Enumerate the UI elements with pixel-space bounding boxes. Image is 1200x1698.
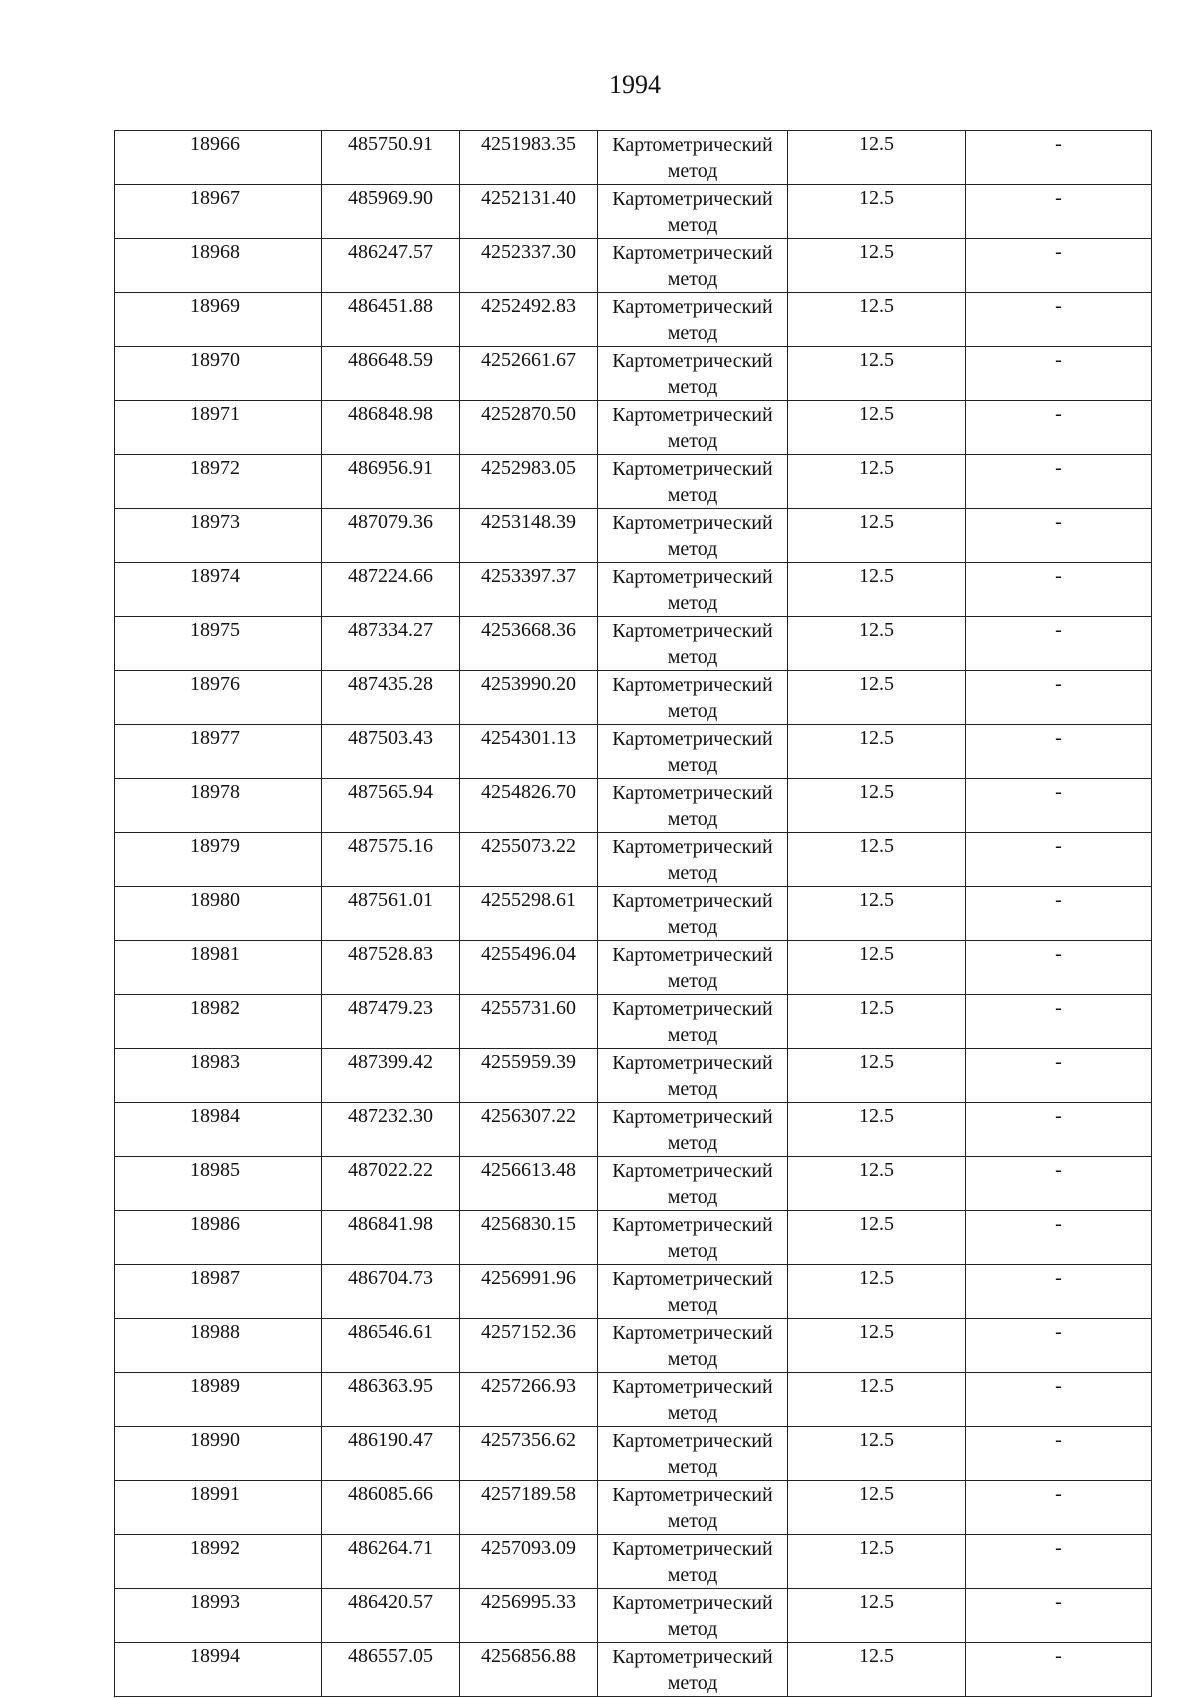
point-number-cell: 18966 <box>115 131 322 185</box>
y-coordinate-cell: 4255496.04 <box>460 941 598 995</box>
point-number-cell: 18989 <box>115 1373 322 1427</box>
method-cell: Картометрический метод <box>598 1589 788 1643</box>
x-coordinate-cell: 486363.95 <box>322 1373 460 1427</box>
accuracy-cell: 12.5 <box>788 293 966 347</box>
x-coordinate-cell: 486264.71 <box>322 1535 460 1589</box>
accuracy-cell: 12.5 <box>788 887 966 941</box>
x-coordinate-cell: 486648.59 <box>322 347 460 401</box>
point-number-cell: 18988 <box>115 1319 322 1373</box>
description-cell: - <box>966 995 1152 1049</box>
point-number-cell: 18969 <box>115 293 322 347</box>
table-row <box>115 131 1152 185</box>
description-cell: - <box>966 293 1152 347</box>
table-row <box>115 887 1152 941</box>
table-row <box>115 671 1152 725</box>
table-row <box>115 833 1152 887</box>
y-coordinate-cell: 4255298.61 <box>460 887 598 941</box>
x-coordinate-cell: 486085.66 <box>322 1481 460 1535</box>
y-coordinate-cell: 4253990.20 <box>460 671 598 725</box>
y-coordinate-cell: 4256995.33 <box>460 1589 598 1643</box>
method-cell: Картометрический метод <box>598 617 788 671</box>
description-cell: - <box>966 1103 1152 1157</box>
method-cell: Картометрический метод <box>598 941 788 995</box>
point-number-cell: 18982 <box>115 995 322 1049</box>
description-cell: - <box>966 1157 1152 1211</box>
x-coordinate-cell: 487561.01 <box>322 887 460 941</box>
table-row <box>115 563 1152 617</box>
x-coordinate-cell: 486704.73 <box>322 1265 460 1319</box>
x-coordinate-cell: 487334.27 <box>322 617 460 671</box>
x-coordinate-cell: 487224.66 <box>322 563 460 617</box>
method-cell: Картометрический метод <box>598 1319 788 1373</box>
table-row <box>115 1157 1152 1211</box>
table-row <box>115 941 1152 995</box>
method-cell: Картометрический метод <box>598 1427 788 1481</box>
table-row <box>115 347 1152 401</box>
method-cell: Картометрический метод <box>598 725 788 779</box>
accuracy-cell: 12.5 <box>788 1103 966 1157</box>
x-coordinate-cell: 487079.36 <box>322 509 460 563</box>
point-number-cell: 18977 <box>115 725 322 779</box>
accuracy-cell: 12.5 <box>788 455 966 509</box>
method-cell: Картометрический метод <box>598 401 788 455</box>
x-coordinate-cell: 486848.98 <box>322 401 460 455</box>
accuracy-cell: 12.5 <box>788 941 966 995</box>
accuracy-cell: 12.5 <box>788 1643 966 1697</box>
x-coordinate-cell: 487232.30 <box>322 1103 460 1157</box>
point-number-cell: 18974 <box>115 563 322 617</box>
description-cell: - <box>966 1211 1152 1265</box>
y-coordinate-cell: 4255073.22 <box>460 833 598 887</box>
y-coordinate-cell: 4257189.58 <box>460 1481 598 1535</box>
x-coordinate-cell: 485969.90 <box>322 185 460 239</box>
accuracy-cell: 12.5 <box>788 671 966 725</box>
point-number-cell: 18975 <box>115 617 322 671</box>
table-row <box>115 1211 1152 1265</box>
accuracy-cell: 12.5 <box>788 1427 966 1481</box>
accuracy-cell: 12.5 <box>788 1211 966 1265</box>
table-row <box>115 1103 1152 1157</box>
y-coordinate-cell: 4253668.36 <box>460 617 598 671</box>
description-cell: - <box>966 509 1152 563</box>
method-cell: Картометрический метод <box>598 779 788 833</box>
accuracy-cell: 12.5 <box>788 617 966 671</box>
coordinates-table <box>114 130 1152 1697</box>
description-cell: - <box>966 671 1152 725</box>
x-coordinate-cell: 486190.47 <box>322 1427 460 1481</box>
table-row <box>115 779 1152 833</box>
point-number-cell: 18993 <box>115 1589 322 1643</box>
description-cell: - <box>966 1427 1152 1481</box>
accuracy-cell: 12.5 <box>788 185 966 239</box>
table-row <box>115 239 1152 293</box>
table-row <box>115 455 1152 509</box>
table-row <box>115 1589 1152 1643</box>
x-coordinate-cell: 487528.83 <box>322 941 460 995</box>
table-body <box>115 131 1152 1697</box>
x-coordinate-cell: 486451.88 <box>322 293 460 347</box>
y-coordinate-cell: 4256991.96 <box>460 1265 598 1319</box>
description-cell: - <box>966 1643 1152 1697</box>
y-coordinate-cell: 4257093.09 <box>460 1535 598 1589</box>
point-number-cell: 18986 <box>115 1211 322 1265</box>
y-coordinate-cell: 4256856.88 <box>460 1643 598 1697</box>
table-row <box>115 1481 1152 1535</box>
description-cell: - <box>966 887 1152 941</box>
description-cell: - <box>966 1265 1152 1319</box>
method-cell: Картометрический метод <box>598 131 788 185</box>
y-coordinate-cell: 4251983.35 <box>460 131 598 185</box>
y-coordinate-cell: 4252492.83 <box>460 293 598 347</box>
description-cell: - <box>966 1319 1152 1373</box>
method-cell: Картометрический метод <box>598 347 788 401</box>
accuracy-cell: 12.5 <box>788 1049 966 1103</box>
table-row <box>115 1265 1152 1319</box>
accuracy-cell: 12.5 <box>788 995 966 1049</box>
point-number-cell: 18980 <box>115 887 322 941</box>
point-number-cell: 18983 <box>115 1049 322 1103</box>
table-row <box>115 1427 1152 1481</box>
point-number-cell: 18987 <box>115 1265 322 1319</box>
description-cell: - <box>966 1373 1152 1427</box>
y-coordinate-cell: 4255731.60 <box>460 995 598 1049</box>
y-coordinate-cell: 4252337.30 <box>460 239 598 293</box>
table-row <box>115 401 1152 455</box>
accuracy-cell: 12.5 <box>788 509 966 563</box>
method-cell: Картометрический метод <box>598 293 788 347</box>
point-number-cell: 18992 <box>115 1535 322 1589</box>
description-cell: - <box>966 455 1152 509</box>
table-row <box>115 293 1152 347</box>
point-number-cell: 18990 <box>115 1427 322 1481</box>
accuracy-cell: 12.5 <box>788 1373 966 1427</box>
y-coordinate-cell: 4257152.36 <box>460 1319 598 1373</box>
table-row <box>115 725 1152 779</box>
method-cell: Картометрический метод <box>598 1535 788 1589</box>
accuracy-cell: 12.5 <box>788 563 966 617</box>
method-cell: Картометрический метод <box>598 1643 788 1697</box>
table-row <box>115 185 1152 239</box>
y-coordinate-cell: 4253148.39 <box>460 509 598 563</box>
table-row <box>115 1373 1152 1427</box>
method-cell: Картометрический метод <box>598 1211 788 1265</box>
y-coordinate-cell: 4252870.50 <box>460 401 598 455</box>
method-cell: Картометрический метод <box>598 563 788 617</box>
accuracy-cell: 12.5 <box>788 1157 966 1211</box>
method-cell: Картометрический метод <box>598 671 788 725</box>
accuracy-cell: 12.5 <box>788 1535 966 1589</box>
description-cell: - <box>966 941 1152 995</box>
point-number-cell: 18971 <box>115 401 322 455</box>
method-cell: Картометрический метод <box>598 1265 788 1319</box>
description-cell: - <box>966 239 1152 293</box>
point-number-cell: 18991 <box>115 1481 322 1535</box>
table-row <box>115 995 1152 1049</box>
x-coordinate-cell: 486956.91 <box>322 455 460 509</box>
method-cell: Картометрический метод <box>598 1157 788 1211</box>
method-cell: Картометрический метод <box>598 995 788 1049</box>
x-coordinate-cell: 486546.61 <box>322 1319 460 1373</box>
y-coordinate-cell: 4252983.05 <box>460 455 598 509</box>
point-number-cell: 18978 <box>115 779 322 833</box>
description-cell: - <box>966 617 1152 671</box>
description-cell: - <box>966 401 1152 455</box>
y-coordinate-cell: 4257266.93 <box>460 1373 598 1427</box>
y-coordinate-cell: 4256830.15 <box>460 1211 598 1265</box>
y-coordinate-cell: 4252131.40 <box>460 185 598 239</box>
x-coordinate-cell: 487435.28 <box>322 671 460 725</box>
method-cell: Картометрический метод <box>598 887 788 941</box>
method-cell: Картометрический метод <box>598 239 788 293</box>
y-coordinate-cell: 4254826.70 <box>460 779 598 833</box>
table-row <box>115 1049 1152 1103</box>
method-cell: Картометрический метод <box>598 1481 788 1535</box>
description-cell: - <box>966 563 1152 617</box>
method-cell: Картометрический метод <box>598 455 788 509</box>
y-coordinate-cell: 4257356.62 <box>460 1427 598 1481</box>
x-coordinate-cell: 486557.05 <box>322 1643 460 1697</box>
y-coordinate-cell: 4254301.13 <box>460 725 598 779</box>
point-number-cell: 18979 <box>115 833 322 887</box>
point-number-cell: 18972 <box>115 455 322 509</box>
table-row <box>115 1643 1152 1697</box>
accuracy-cell: 12.5 <box>788 131 966 185</box>
description-cell: - <box>966 779 1152 833</box>
accuracy-cell: 12.5 <box>788 401 966 455</box>
accuracy-cell: 12.5 <box>788 1265 966 1319</box>
method-cell: Картометрический метод <box>598 833 788 887</box>
point-number-cell: 18981 <box>115 941 322 995</box>
accuracy-cell: 12.5 <box>788 239 966 293</box>
accuracy-cell: 12.5 <box>788 1319 966 1373</box>
page-number: 1994 <box>609 70 661 99</box>
table-row <box>115 617 1152 671</box>
table-row <box>115 509 1152 563</box>
point-number-cell: 18970 <box>115 347 322 401</box>
description-cell: - <box>966 1589 1152 1643</box>
accuracy-cell: 12.5 <box>788 1589 966 1643</box>
x-coordinate-cell: 487399.42 <box>322 1049 460 1103</box>
description-cell: - <box>966 185 1152 239</box>
method-cell: Картометрический метод <box>598 1049 788 1103</box>
description-cell: - <box>966 131 1152 185</box>
x-coordinate-cell: 485750.91 <box>322 131 460 185</box>
accuracy-cell: 12.5 <box>788 833 966 887</box>
y-coordinate-cell: 4256307.22 <box>460 1103 598 1157</box>
description-cell: - <box>966 725 1152 779</box>
point-number-cell: 18973 <box>115 509 322 563</box>
accuracy-cell: 12.5 <box>788 779 966 833</box>
accuracy-cell: 12.5 <box>788 1481 966 1535</box>
x-coordinate-cell: 486420.57 <box>322 1589 460 1643</box>
point-number-cell: 18968 <box>115 239 322 293</box>
x-coordinate-cell: 487575.16 <box>322 833 460 887</box>
method-cell: Картометрический метод <box>598 1103 788 1157</box>
x-coordinate-cell: 486841.98 <box>322 1211 460 1265</box>
table-row <box>115 1535 1152 1589</box>
x-coordinate-cell: 486247.57 <box>322 239 460 293</box>
description-cell: - <box>966 1481 1152 1535</box>
description-cell: - <box>966 833 1152 887</box>
method-cell: Картометрический метод <box>598 509 788 563</box>
point-number-cell: 18967 <box>115 185 322 239</box>
description-cell: - <box>966 1535 1152 1589</box>
accuracy-cell: 12.5 <box>788 725 966 779</box>
x-coordinate-cell: 487503.43 <box>322 725 460 779</box>
description-cell: - <box>966 1049 1152 1103</box>
accuracy-cell: 12.5 <box>788 347 966 401</box>
x-coordinate-cell: 487565.94 <box>322 779 460 833</box>
method-cell: Картометрический метод <box>598 1373 788 1427</box>
table-row <box>115 1319 1152 1373</box>
point-number-cell: 18985 <box>115 1157 322 1211</box>
method-cell: Картометрический метод <box>598 185 788 239</box>
point-number-cell: 18984 <box>115 1103 322 1157</box>
x-coordinate-cell: 487022.22 <box>322 1157 460 1211</box>
y-coordinate-cell: 4253397.37 <box>460 563 598 617</box>
y-coordinate-cell: 4256613.48 <box>460 1157 598 1211</box>
x-coordinate-cell: 487479.23 <box>322 995 460 1049</box>
point-number-cell: 18994 <box>115 1643 322 1697</box>
y-coordinate-cell: 4255959.39 <box>460 1049 598 1103</box>
y-coordinate-cell: 4252661.67 <box>460 347 598 401</box>
description-cell: - <box>966 347 1152 401</box>
point-number-cell: 18976 <box>115 671 322 725</box>
